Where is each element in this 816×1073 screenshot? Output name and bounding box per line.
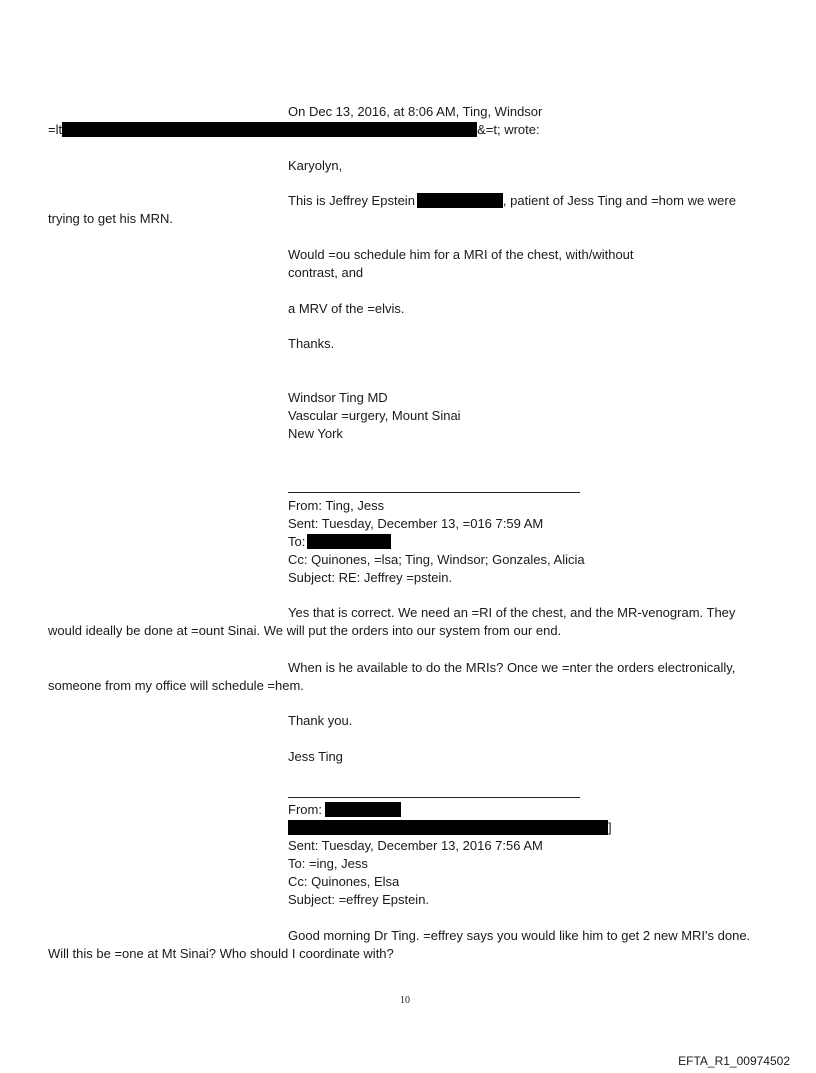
original-cc: Cc: Quinones, Elsa <box>288 874 400 889</box>
reply2-para2-line2: someone from my office will schedule =hem. <box>48 678 304 693</box>
reply1-signature-city: New York <box>288 426 343 441</box>
reply1-para1-line1 <box>288 192 736 210</box>
reply2-subject: Subject: RE: Jeffrey =pstein. <box>288 570 453 585</box>
reply1-para2-line2: contrast, and <box>288 265 364 280</box>
reply1-para3: a MRV of the =elvis. <box>288 301 405 316</box>
original-to: To: =ing, Jess <box>288 856 368 871</box>
reply2-thanks: Thank you. <box>288 713 353 728</box>
reply2-cc: Cc: Quinones, =lsa; Ting, Windsor; Gonzales, Alicia <box>288 552 585 567</box>
original-bracket: ] <box>608 820 612 835</box>
reply1-thanks: Thanks. <box>288 336 335 351</box>
redaction-block <box>307 534 391 549</box>
original-from-label: From: <box>288 802 322 817</box>
reply1-header-line2 <box>48 121 540 139</box>
reply2-from: From: Ting, Jess <box>288 498 385 513</box>
separator-rule <box>288 492 580 493</box>
reply1-header-line1: On Dec 13, 2016, at 8:06 AM, Ting, Windsor <box>288 104 543 119</box>
reply1-signature-dept: Vascular =urgery, Mount Sinai <box>288 408 461 423</box>
reply1-signature-name: Windsor Ting MD <box>288 390 388 405</box>
redaction-block <box>417 193 503 208</box>
original-para1-line1: Good morning Dr Ting. =effrey says you would like him to get 2 new MRI's done. <box>288 928 751 943</box>
original-from-address <box>288 819 612 837</box>
original-para1-line2: Will this be =one at Mt Sinai? Who should I coordinate with? <box>48 946 394 961</box>
reply1-para1-b: , patient of Jess Ting and =hom we were <box>502 193 736 208</box>
reply2-para1-line1: Yes that is correct. We need an =RI of the chest, and the MR-venogram. They <box>288 605 736 620</box>
redaction-block <box>288 820 608 835</box>
reply1-para1-a: This is Jeffrey Epstein <box>288 193 415 208</box>
reply2-sent: Sent: Tuesday, December 13, =016 7:59 AM <box>288 516 544 531</box>
redaction-block <box>325 802 401 817</box>
original-subject: Subject: =effrey Epstein. <box>288 892 430 907</box>
reply1-header-prefix: =lt <box>48 122 63 137</box>
reply2-para1-line2: would ideally be done at =ount Sinai. We will put the orders into our system from our end. <box>48 623 562 638</box>
reply2-para2-line1: When is he available to do the MRIs? Once we =nter the orders electronically, <box>288 660 736 675</box>
page-number: 10 <box>400 995 410 1006</box>
original-sent: Sent: Tuesday, December 13, 2016 7:56 AM <box>288 838 543 853</box>
reply1-para2-line1: Would =ou schedule him for a MRI of the chest, with/without <box>288 247 634 262</box>
reply2-to <box>288 533 391 551</box>
reply2-signature: Jess Ting <box>288 749 343 764</box>
original-from <box>288 801 401 819</box>
separator-rule <box>288 797 580 798</box>
redaction-block <box>62 122 477 137</box>
reply2-to-label: To: <box>288 534 306 549</box>
document-id: EFTA_R1_00974502 <box>678 1054 790 1068</box>
reply1-header-suffix: &=t; wrote: <box>477 122 540 137</box>
reply1-greeting: Karyolyn, <box>288 158 343 173</box>
reply1-para1-line2: trying to get his MRN. <box>48 211 173 226</box>
